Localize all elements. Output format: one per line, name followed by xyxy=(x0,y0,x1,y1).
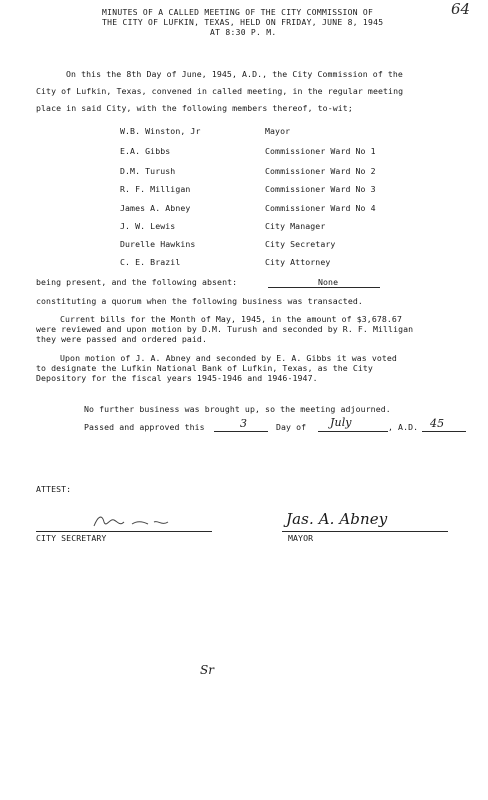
header-line-1: MINUTES OF A CALLED MEETING OF THE CITY COMMISSION OF xyxy=(102,8,374,17)
month-underline xyxy=(318,431,388,432)
absent-value: None xyxy=(318,277,339,287)
bank-line-2: to designate the Lufkin National Bank of Lufkin, Texas, as the City xyxy=(36,363,373,373)
absent-underline xyxy=(268,287,380,288)
ad-label: , A.D. xyxy=(388,422,419,432)
bottom-mark: Sr xyxy=(200,663,214,677)
member-name: E.A. Gibbs xyxy=(120,146,171,156)
header-line-2: THE CITY OF LUFKIN, TEXAS, HELD ON FRIDAY, JUNE 8, 1945 xyxy=(102,18,384,27)
member-role: Mayor xyxy=(265,126,291,136)
member-name: James A. Abney xyxy=(120,203,191,213)
passed-year: 45 xyxy=(430,417,445,430)
adjourned-line: No further business was brought up, so the meeting adjourned. xyxy=(84,404,391,414)
mayor-label: MAYOR xyxy=(288,533,314,543)
member-role: City Attorney xyxy=(265,257,331,267)
bills-line-1: Current bills for the Month of May, 1945, in the amount of $3,678.67 xyxy=(60,314,402,324)
bills-line-3: they were passed and ordered paid. xyxy=(36,334,207,344)
member-role: City Secretary xyxy=(265,239,336,249)
bank-line-3: Depository for the fiscal years 1945-1946 and 1946-1947. xyxy=(36,373,318,383)
member-name: R. F. Milligan xyxy=(120,184,191,194)
intro-line-2: City of Lufkin, Texas, convened in called meeting, in the regular meeting xyxy=(36,86,404,96)
secretary-line xyxy=(36,531,212,532)
member-name: J. W. Lewis xyxy=(120,221,176,231)
intro-line-1: On this the 8th Day of June, 1945, A.D., the City Commission of the xyxy=(66,69,403,79)
quorum-line: constituting a quorum when the following business was transacted. xyxy=(36,296,363,306)
member-name: C. E. Brazil xyxy=(120,257,181,267)
member-name: W.B. Winston, Jr xyxy=(120,126,201,136)
bills-line-2: were reviewed and upon motion by D.M. Turush and seconded by R. F. Milligan xyxy=(36,324,414,334)
day-label: Day of xyxy=(276,422,307,432)
member-name: Durelle Hawkins xyxy=(120,239,196,249)
attest-label: ATTEST: xyxy=(36,484,72,494)
day-underline xyxy=(214,431,268,432)
secretary-label: CITY SECRETARY xyxy=(36,533,107,543)
member-role: City Manager xyxy=(265,221,326,231)
mayor-signature: Jas. A. Abney xyxy=(286,510,388,528)
member-role: Commissioner Ward No 2 xyxy=(265,166,376,176)
absent-prefix: being present, and the following absent: xyxy=(36,277,238,287)
member-name: D.M. Turush xyxy=(120,166,176,176)
secretary-signature-scribble xyxy=(88,510,174,532)
year-underline xyxy=(422,431,466,432)
passed-prefix: Passed and approved this xyxy=(84,422,205,432)
page-number: 64 xyxy=(451,0,471,18)
passed-day: 3 xyxy=(240,417,248,430)
member-role: Commissioner Ward No 1 xyxy=(265,146,376,156)
passed-month: July xyxy=(330,416,352,429)
header-line-3: AT 8:30 P. M. xyxy=(210,28,277,37)
bank-line-1: Upon motion of J. A. Abney and seconded by E. A. Gibbs it was voted xyxy=(60,353,397,363)
intro-line-3: place in said City, with the following members thereof, to-wit; xyxy=(36,103,353,113)
member-role: Commissioner Ward No 4 xyxy=(265,203,376,213)
mayor-line xyxy=(282,531,448,532)
member-role: Commissioner Ward No 3 xyxy=(265,184,376,194)
